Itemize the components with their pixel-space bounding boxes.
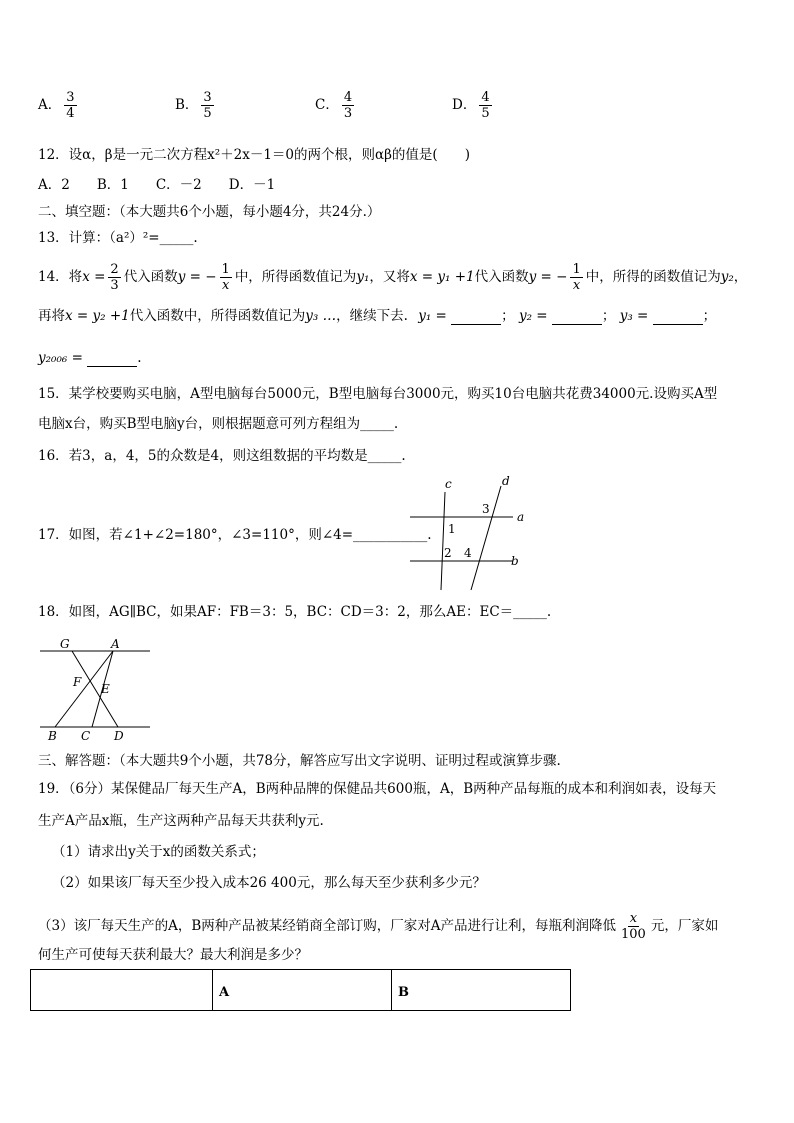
q14-p7: ， xyxy=(733,269,748,285)
q14-line2 xyxy=(38,307,716,325)
q14-frac2-den: x xyxy=(222,278,230,293)
q14-p5: 代入函数 xyxy=(474,269,529,285)
q11-option-b xyxy=(175,90,217,121)
q14-answer-y3-blank[interactable] xyxy=(653,310,703,325)
q18-text: 18．如图，AG∥BC，如果AF：FB＝3：5，BC：CD＝3：2，那么AE：EC＝_____. xyxy=(38,604,552,620)
q11-option-c-den: 3 xyxy=(343,106,353,121)
q14-semicolon-1: ； xyxy=(501,308,515,324)
q14-p4: ，又将 xyxy=(369,269,410,285)
label-C: C xyxy=(81,729,91,743)
figure-17 xyxy=(405,472,535,592)
q14-p6: 中，所得的函数值记为 xyxy=(585,269,721,285)
q12-text: 12．设α，β是一元二次方程x²＋2x－1＝0的两个根，则αβ的值是( ) xyxy=(38,147,470,163)
q19-fraction-den: 100 xyxy=(621,927,646,942)
q14-frac1-den: 3 xyxy=(110,278,119,293)
q11-option-a-den: 4 xyxy=(66,106,75,121)
q14-frac2 xyxy=(220,262,232,293)
q14-answer-y1-label: y₁ = xyxy=(418,308,447,324)
q11-option-d-fraction xyxy=(479,90,491,121)
q14-answer-y3-label: y₃ = xyxy=(619,308,649,324)
label-b: b xyxy=(511,554,519,568)
cost-profit-table xyxy=(30,969,571,1011)
q14-x-y1: x = y₁ +1 xyxy=(409,269,475,285)
label-3: 3 xyxy=(482,502,490,516)
q14-end: . xyxy=(137,350,142,366)
q11-option-b-fraction xyxy=(201,90,213,121)
q19-fraction-num: x xyxy=(629,911,638,926)
section-2-heading: 二、填空题：（本大题共6个小题，每小题4分，共24分.） xyxy=(38,204,381,220)
q14-frac3 xyxy=(570,262,582,293)
q12-options: A．2 B．1 C．－2 D．－1 xyxy=(38,177,276,193)
q14-semicolon-2: ； xyxy=(601,308,616,324)
q16-text: 16．若3，a，4，5的众数是4，则这组数据的平均数是_____. xyxy=(38,448,406,464)
label-a: a xyxy=(517,510,525,524)
table-header-a: A xyxy=(213,970,392,1010)
q13-text: 13．计算：（a²）²=_____. xyxy=(38,230,198,246)
q19-part1: （1）请求出y关于x的函数关系式； xyxy=(52,844,265,860)
q14-x-y2: x = y₂ +1 xyxy=(65,308,130,324)
q14-p1: 14．将 xyxy=(38,269,83,285)
q11-option-d-label: D． xyxy=(452,97,477,113)
q11-option-d xyxy=(452,90,495,121)
q14-p3: 中，所得函数值记为 xyxy=(234,269,357,285)
q11-option-a-num: 3 xyxy=(66,90,75,105)
q14-semicolon-3: ； xyxy=(702,308,717,324)
q11-option-a-fraction xyxy=(64,90,76,121)
q14-p2: 代入函数 xyxy=(123,269,178,285)
q14-frac3-num: 1 xyxy=(572,262,581,277)
q14-y1: y₁ xyxy=(356,269,370,285)
q11-option-a xyxy=(38,90,80,121)
label-F: F xyxy=(73,675,82,689)
label-D: D xyxy=(114,729,124,743)
q14-frac1 xyxy=(108,262,120,293)
q14-line2-c: ，继续下去. xyxy=(336,308,408,324)
label-E: E xyxy=(101,682,110,696)
q11-option-b-label: B． xyxy=(175,97,199,113)
q19-part3-b: 元，厂家如 xyxy=(650,918,719,934)
q19-line2: 生产A产品x瓶，生产这两种产品每天共获利y元. xyxy=(38,813,324,829)
q14-frac1-num: 2 xyxy=(110,262,119,277)
q19-part3-a: （3）该厂每天生产的A，B两种产品被某经销商全部订购，厂家对A产品进行让利，每瓶利润降低 xyxy=(38,918,617,934)
table-header-b: B xyxy=(398,985,409,1000)
q14-answer-y2006-blank[interactable] xyxy=(87,352,137,367)
q11-option-b-den: 5 xyxy=(203,106,212,121)
q19-line1: 19．（6分）某保健品厂每天生产A，B两种品牌的保健品共600瓶，A，B两种产品每瓶的成本和利润如表，设每天 xyxy=(38,781,717,797)
q11-option-c xyxy=(315,90,357,121)
label-2: 2 xyxy=(444,546,452,560)
q14-answer-y2-label: y₂ = xyxy=(518,308,548,324)
q14-y-eq: y = − xyxy=(177,269,217,285)
label-d: d xyxy=(502,474,510,488)
figure-18 xyxy=(38,635,153,745)
label-c: c xyxy=(445,477,452,491)
label-4: 4 xyxy=(464,546,472,560)
q11-option-c-num: 4 xyxy=(343,90,353,105)
q15-line2: 电脑x台，购买B型电脑y台，则根据题意可列方程组为_____. xyxy=(38,416,399,432)
line-c xyxy=(441,492,445,590)
q14-frac3-den: x xyxy=(572,278,581,293)
label-A: A xyxy=(111,637,120,651)
q19-part3-line2: 何生产可使每天获利最大？最大利润是多少？ xyxy=(38,947,308,963)
label-G: G xyxy=(60,637,70,651)
q14-y2: y₂ xyxy=(720,269,734,285)
q14-y2006-label: y₂₀₀₆ = xyxy=(38,350,83,366)
q14-answer-y2-blank[interactable] xyxy=(552,310,602,325)
q19-part2: （2）如果该厂每天至少投入成本26 400元，那么每天至少获利多少元？ xyxy=(52,875,486,891)
q14-frac2-num: 1 xyxy=(221,262,230,277)
q14-answer-y1-blank[interactable] xyxy=(451,310,501,325)
q15-line1: 15．某学校要购买电脑，A型电脑每台5000元，B型电脑每台3000元，购买10台电脑共花费34000元.设购买A型 xyxy=(38,386,718,402)
q11-option-c-label: C． xyxy=(315,97,339,113)
q14-line3 xyxy=(38,349,141,367)
q19-fraction xyxy=(619,911,648,942)
q14-line2-b: 代入函数中，所得函数值记为 xyxy=(129,308,306,324)
q14-y-eq-2: y = − xyxy=(528,269,568,285)
q14-line1 xyxy=(38,262,747,293)
q11-option-c-fraction xyxy=(342,90,354,121)
q11-option-a-label: A． xyxy=(38,97,62,113)
q11-option-d-num: 4 xyxy=(481,90,490,105)
label-1: 1 xyxy=(448,522,456,536)
q17-text: 17．如图，若∠1+∠2=180°，∠3=110°，则∠4=___________. xyxy=(38,527,432,543)
q14-line2-a: 再将 xyxy=(38,308,65,324)
q14-x-eq: x = xyxy=(82,269,106,285)
q14-y3: y₃ … xyxy=(305,308,337,324)
section-3-heading: 三、解答题：（本大题共9个小题，共78分，解答应写出文字说明、证明过程或演算步骤. xyxy=(38,753,561,769)
q11-option-d-den: 5 xyxy=(481,106,490,121)
label-B: B xyxy=(48,729,57,743)
q11-option-b-num: 3 xyxy=(203,90,212,105)
table-header-empty xyxy=(31,970,213,1010)
q19-part3-line1 xyxy=(38,911,718,942)
